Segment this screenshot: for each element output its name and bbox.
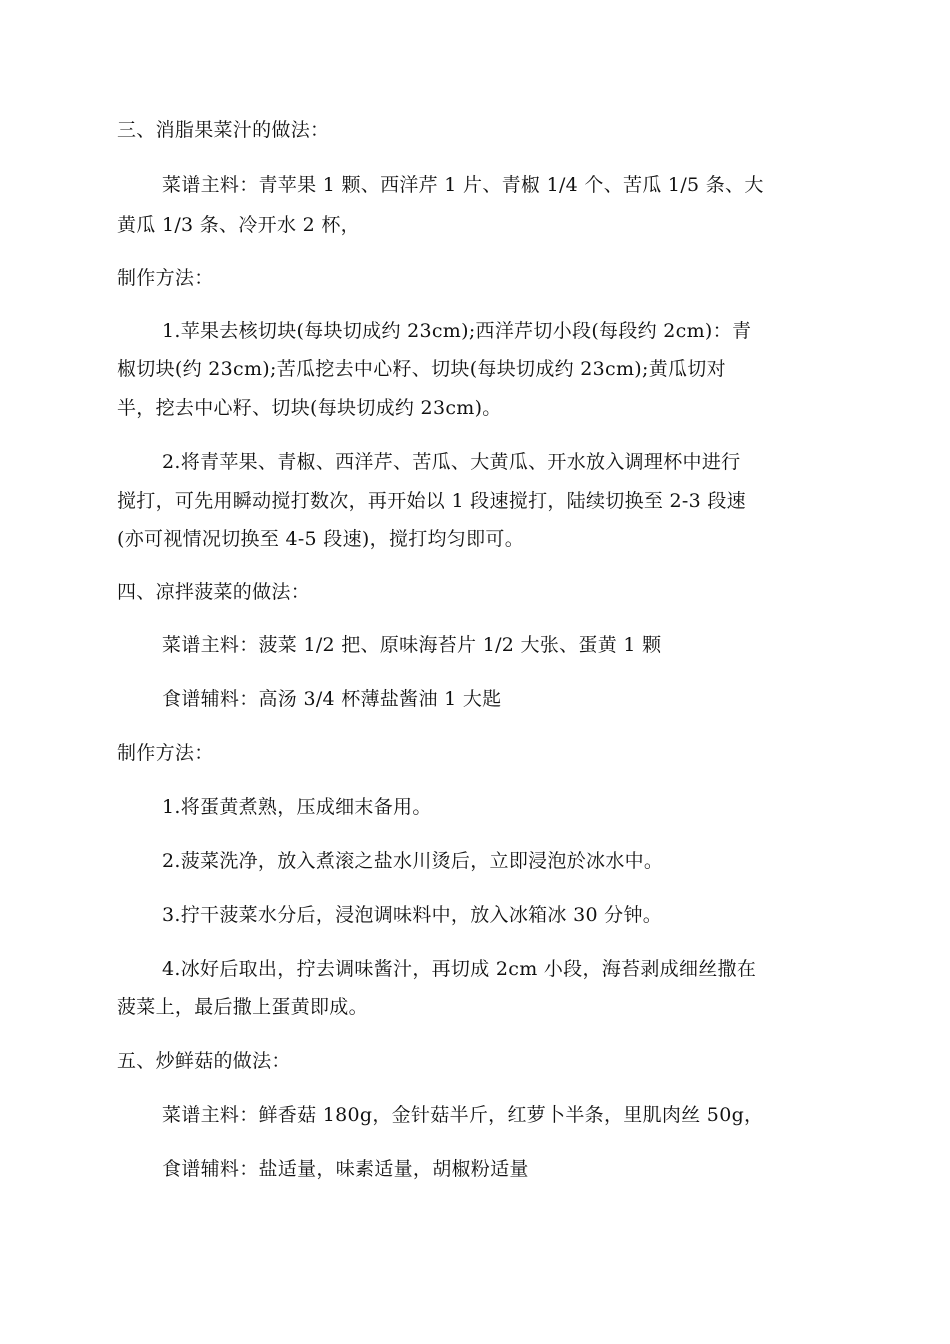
- step-text-continued: 椒切块(约 23cm);苦瓜挖去中心籽、切块(每块切成约 23cm);黄瓜切对: [117, 358, 726, 380]
- step-text: 1.苹果去核切块(每块切成约 23cm);西洋芹切小段(每段约 2cm)：青: [162, 320, 752, 342]
- ingredients-text-continued: 黄瓜 1/3 条、冷开水 2 杯，: [117, 214, 360, 236]
- method-title: 制作方法：: [117, 742, 214, 764]
- section-heading: 四、凉拌菠菜的做法：: [117, 581, 311, 603]
- section-heading: 三、消脂果菜汁的做法：: [117, 119, 330, 141]
- step-text: 2.菠菜洗净，放入煮滚之盐水川烫后，立即浸泡於冰水中。: [162, 850, 664, 872]
- ingredients-text: 菜谱主料：鲜香菇 180g，金针菇半斤，红萝卜半条，里肌肉丝 50g，: [162, 1104, 764, 1126]
- step-text-continued: 搅打，可先用瞬动搅打数次，再开始以 1 段速搅打，陆续切换至 2-3 段速: [117, 490, 746, 512]
- step-text-continued: 菠菜上，最后撒上蛋黄即成。: [117, 996, 368, 1018]
- step-text-continued: (亦可视情况切换至 4-5 段速)，搅打均匀即可。: [117, 528, 525, 550]
- step-text: 1.将蛋黄煮熟，压成细末备用。: [162, 796, 432, 818]
- ingredients-text: 菜谱主料：青苹果 1 颗、西洋芹 1 片、青椒 1/4 个、苦瓜 1/5 条、大: [162, 174, 764, 196]
- auxiliary-text: 食谱辅料：盐适量，味素适量，胡椒粉适量: [162, 1158, 529, 1180]
- step-text-continued: 半，挖去中心籽、切块(每块切成约 23cm)。: [117, 397, 502, 419]
- auxiliary-text: 食谱辅料：高汤 3/4 杯薄盐酱油 1 大匙: [162, 688, 502, 710]
- step-text: 3.拧干菠菜水分后，浸泡调味料中，放入冰箱冰 30 分钟。: [162, 904, 663, 926]
- section-heading: 五、炒鲜菇的做法：: [117, 1050, 291, 1072]
- ingredients-text: 菜谱主料：菠菜 1/2 把、原味海苔片 1/2 大张、蛋黄 1 颗: [162, 634, 662, 656]
- step-text: 2.将青苹果、青椒、西洋芹、苦瓜、大黄瓜、开水放入调理杯中进行: [162, 451, 741, 473]
- method-title: 制作方法：: [117, 267, 214, 289]
- step-text: 4.冰好后取出，拧去调味酱汁，再切成 2cm 小段，海苔剥成细丝撒在: [162, 958, 757, 980]
